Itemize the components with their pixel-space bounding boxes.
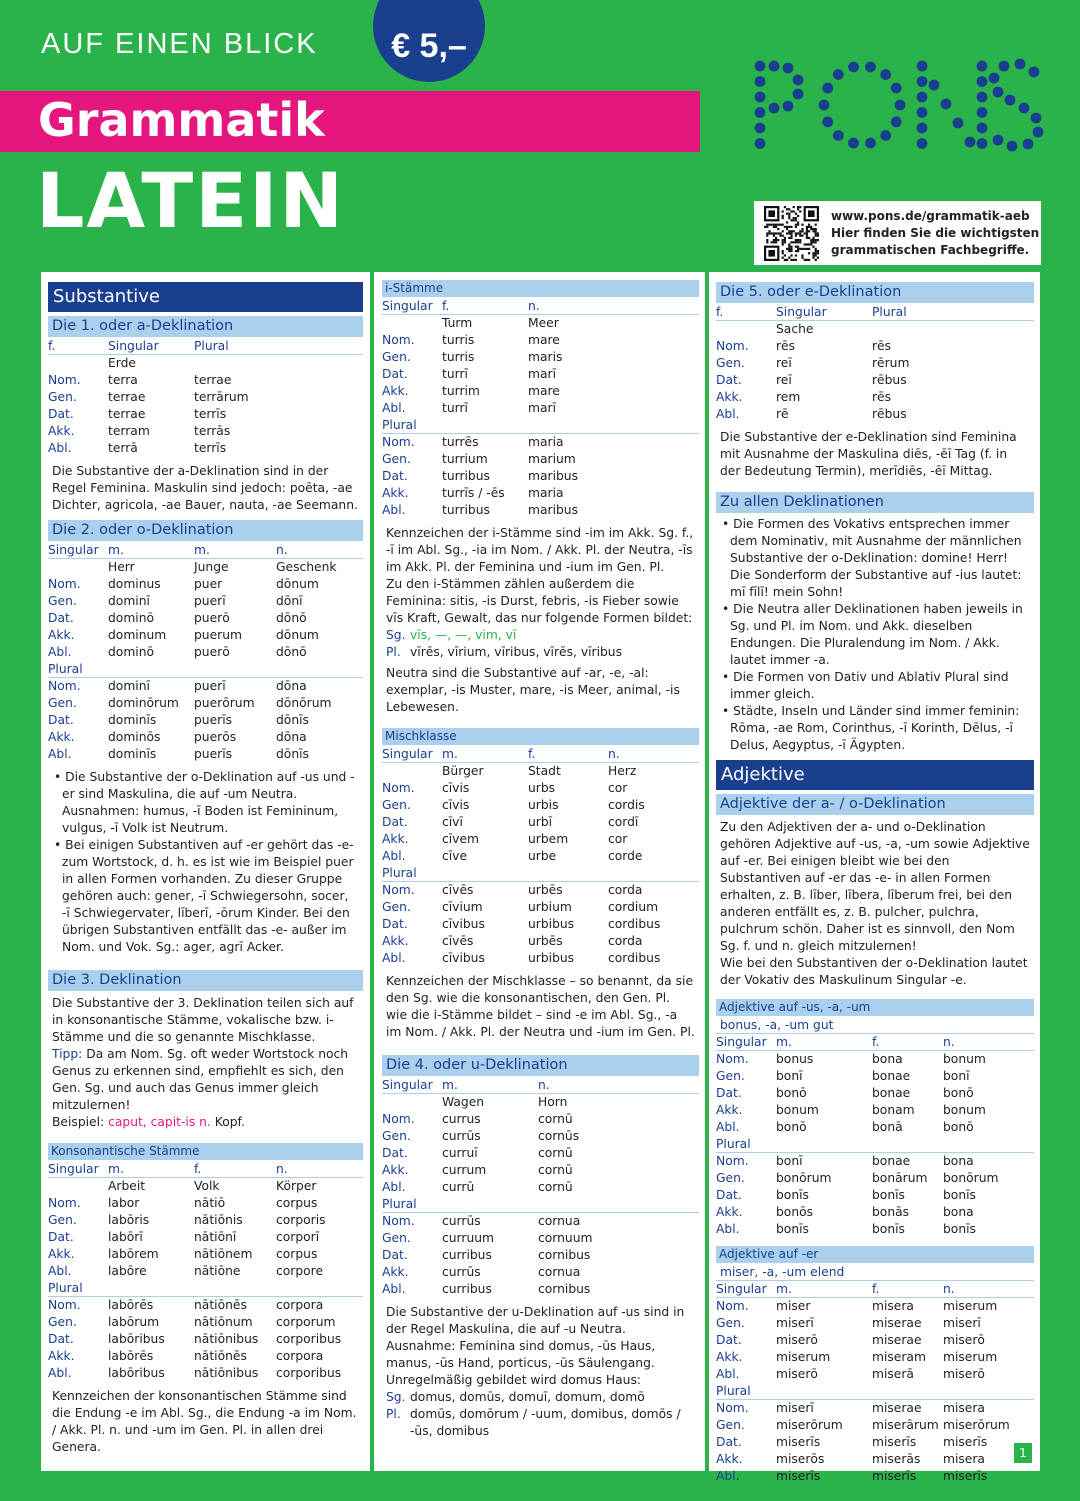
table-row: Dat. miserō miserae miserō [716,1333,985,1347]
page-title: Grammatik [38,93,325,147]
table-row: Gen. dominī puerī dōnī [48,594,303,608]
table-header: f. Singular Plural [48,338,363,355]
i-table [382,298,699,519]
table-row: Abl. cīve urbe corde [382,849,643,863]
table-row: Nom. rēs rēs [716,339,892,353]
a-note: Die Substantive der a-Deklination sind in der Regel Feminina. Maskulin sind jedoch: poēta, -ae Dichter, agricola, -ae Bauer, nauta, -ae Seemann. [52,464,358,512]
heading-consonant-stems: Konsonantische Stämme [48,1143,363,1160]
table-row: Abl. currū cornū [382,1180,573,1194]
table-row: Dat. turrī marī [382,367,556,381]
table-row: Dat. labōrī nātiōnī corporī [48,1230,320,1244]
e-table [716,338,1034,423]
table-row: Akk. bonōs bonās bona [716,1205,974,1219]
table-row: Dat. curribus cornibus [382,1248,591,1262]
page-number: 1 [1014,1443,1032,1463]
all-notes: • Die Formen des Vokativs entsprechen immer dem Nominativ, mit Ausnahme der männlichen Substantive der o-Deklination: domine! Herr! Die Sonderform der Substantive auf -ius lautet: mī fīlī! mein Sohn! • Die Neutra aller Deklinationen haben jeweils in Sg. und Pl. im Nom. und Akk. dieselben Endungen. Die Pluralendung im Nom. / Akk. lautet immer -a. • Die Formen von Dativ und Ablativ Plural sind immer gleich. • Städte, Inseln und Länder sind immer feminin: Rōma, -ae Rom, Corinthus, -ī Korinth, Dēlus, -ī Delus, Aegyptus, -ī Ägypten. [722,517,1023,752]
gloss-row: Arbeit Volk Körper [108,1179,317,1193]
table-row: Akk. turrīs / -ēs maria [382,486,564,500]
o-note-2: • Bei einigen Substantiven auf -er gehört das -e- zum Wortstock, d. h. es ist wie im Beispiel puer in allen Formen vorhanden. Zu dieser Gruppe gehören auch: gener, -ī Schwiegersohn, socer, -ī Schwiegervater, līberī, -ōrum Kinder. Bei den übrigen Substantiven entfällt das -e- außer im Nom. und Vok. Sg.: ager, agrī Acker. [54,838,354,954]
qr-code-icon [764,206,819,261]
table-row: Gen. miserōrum miserārum miserōrum [716,1418,1010,1432]
table-row: Nom. labōrēs nātiōnēs corpora [48,1298,324,1312]
table-row: Singular m. m. n. [48,542,363,559]
table-row: Akk. currum cornū [382,1163,573,1177]
u-table [382,1077,699,1298]
table-row: Akk. rem rēs [716,390,892,404]
gloss-row: Wagen Horn [442,1095,568,1109]
table-row: Akk. dominōs puerōs dōna [48,730,307,744]
o-notes [48,763,363,962]
table-row: Gen. curruum cornuum [382,1231,593,1245]
i-notes: Kennzeichen der i-Stämme sind -im im Akk. Sg. f., -ī im Abl. Sg., -ia im Nom. / Akk. Pl. der Neutra, -īs im Akk. Pl. der Feminina und -ium im Gen. Pl. Zu den i-Stämmen zählen außerdem die Feminina: sitis, -is Durst, febris, -is Fieber sowie vīs Kraft, Gewalt, das nur folgende Formen bildet: Sg. vīs, —, —, vim, vī Pl. vīrēs, vīrium, vīribus, vīrēs, vīribus Neutra sind die Substantive auf -ar, -e, -al: exemplar, -is Muster, mare, -is Meer, animal, -is Lebewesen. [386,526,694,714]
lemma: bonus, -a, -um gut [716,1017,1034,1034]
table-row: Nom. currus cornū [382,1112,573,1126]
adj-us-table [716,1034,1034,1238]
table-row: Akk. turrim mare [382,384,560,398]
table-row: Gen. dominōrum puerōrum dōnōrum [48,696,332,710]
table-row: Akk. cīvēs urbēs corda [382,934,643,948]
table-row: Dat. cīvibus urbibus cordibus [382,917,661,931]
e-note: Die Substantive der e-Deklination sind Feminina mit Ausnahme der Maskulina diēs, -ēī Tag (f. in der Bedeutung Termin), merīdiēs, -ēī Mittag. [720,430,1017,478]
table-row: Singular m. f. n. [382,746,699,763]
heading-e-declension: Die 5. oder e-Deklination [716,282,1034,303]
table-row: Gen. labōrum nātiōnum corporum [48,1315,336,1329]
table-row: Dat. curruī cornū [382,1146,573,1160]
table-row: Nom. bonī bonae bona [716,1154,974,1168]
table-row: Nom. turris mare [382,333,560,347]
heading-adj-us: Adjektive auf -us, -a, -um [716,999,1034,1016]
table-row: Akk. dominum puerum dōnum [48,628,319,642]
page-subtitle: LATEIN [36,156,345,245]
table-row: Dat. cīvī urbī cordī [382,815,639,829]
table-row: Dat. miserīs miserīs miserīs [716,1435,988,1449]
gloss-row: Sache [776,322,814,336]
table-row: Gen. reī rērum [716,356,910,370]
consonant-table [48,1161,363,1382]
o-note-1: • Die Substantive der o-Deklination auf -us und -er sind Maskulina, die auf -um Neutra. [54,770,355,801]
table-row: Gen. turrium marium [382,452,576,466]
table-row: Dat. dominīs puerīs dōnīs [48,713,309,727]
heading-o-declension: Die 2. oder o-Deklination [48,520,363,541]
heading-a-declension: Die 1. oder a-Deklination [48,316,363,337]
consonant-note: Kennzeichen der konsonantischen Stämme sind die Endung -e im Abl. Sg., die Endung -a im Nom. / Akk. Pl. n. und -um im Gen. Pl. in allen drei Genera. [52,1389,357,1454]
table-row: Gen. currūs cornūs [382,1129,580,1143]
plural-label: Plural [48,1280,363,1297]
mixed-table [382,746,699,967]
plural-label: Plural [48,661,363,678]
a-table [48,372,363,457]
plural-label: Plural [382,865,699,882]
table-row: Dat. turribus maribus [382,469,578,483]
table-row: Gen. cīvis urbis cordis [382,798,645,812]
table-row: Akk. labōrēs nātiōnēs corpora [48,1349,324,1363]
heading-i-stems: i-Stämme [382,280,699,297]
table-row: Abl. labōre nātiōne corpore [48,1264,324,1278]
table-row: Singular m. n. [382,1077,699,1094]
o-note-1b: Ausnahmen: humus, -ī Boden ist Femininum, vulgus, -ī Volk ist Neutrum. [62,804,339,835]
plural-label: Plural [382,417,699,434]
table-row: Gen. turris maris [382,350,563,364]
table-row: Abl. miserō miserā miserō [716,1367,985,1381]
table-row: Nom. cīvis urbs cor [382,781,628,795]
url-desc-2: grammatischen Fachbegriffe. [831,242,1030,257]
url-text: www.pons.de/grammatik-aeb [831,208,1030,223]
gloss-row: Herr Junge Geschenk [108,560,337,574]
heading-adj-er: Adjektive auf -er [716,1246,1034,1263]
qr-info-box [754,201,1041,265]
table-row: Nom. bonus bona bonum [716,1052,986,1066]
table-row: Gen. miserī miserae miserī [716,1316,981,1330]
table-row: Abl. cīvibus urbibus cordibus [382,951,661,965]
table-row: Abl. bonīs bonīs bonīs [716,1222,976,1236]
table-row: Gen. bonōrum bonārum bonōrum [716,1171,999,1185]
column-3 [709,272,1040,1483]
lemma: miser, -a, -um elend [716,1264,1034,1281]
section-substantive: Substantive [48,282,363,312]
table-row: Abl. curribus cornibus [382,1282,591,1296]
o-table [48,542,363,763]
table-row: Dat. terrae terrīs [48,407,227,421]
table-row: Abl. labōribus nātiōnibus corporibus [48,1366,342,1380]
table-row: Gen. terrae terrārum [48,390,249,404]
heading-3rd-declension: Die 3. Deklination [48,970,363,991]
table-row: Akk. cīvem urbem cor [382,832,628,846]
gloss-row: Erde [108,356,136,370]
table-row: Gen. labōris nātiōnis corporis [48,1213,326,1227]
plural-label: Plural [716,1383,1034,1400]
table-row: Gen. cīvium urbium cordium [382,900,659,914]
table-row: Nom. terra terrae [48,373,232,387]
table-row: Abl. bonō bonā bonō [716,1120,974,1134]
table-row: Nom. dominus puer dōnum [48,577,319,591]
table-row: Akk. currūs cornua [382,1265,581,1279]
table-row: Dat. bonō bonae bonō [716,1086,974,1100]
table-row: Abl. dominīs puerīs dōnīs [48,747,309,761]
adj-ao-text: Zu den Adjektiven der a- und o-Deklination gehören Adjektive auf -us, -a, -um sowie Adjektive auf -er. Bei einigen bleibt wie bei den Substantiven auf -er das -e- in allen Formen erhalten, z. B. līber, lībera, līberum frei, bei den anderen entfällt es, z. B. pulcher, pulchra, pulchrum schön. Daher ist es sinnvoll, den Nom Sg. f. und n. gleich mitzulernen! Wie bei den Substantiven der o-Deklination lautet der Vokativ des Maskulinum Singular -e. [720,820,1030,987]
table-row: Nom. dominī puerī dōna [48,679,307,693]
table-header: f. Singular Plural [716,304,1034,321]
table-row: Abl. rē rēbus [716,407,907,421]
section-adjektive: Adjektive [716,760,1034,790]
table-row: Abl. terrā terrīs [48,441,227,455]
series-label: AUF EINEN BLICK [41,28,318,60]
column-1 [41,272,370,1471]
mixed-note: Kennzeichen der Mischklasse – so benannt, da sie den Sg. wie die konsonantischen, den Gen. Pl. wie die i-Stämme bildet – sind -e im Abl. Sg., -a im Nom. / Akk. Pl. der Neutra und -ium im Gen. Pl. [386,974,695,1039]
table-row: Nom. turrēs maria [382,435,564,449]
pons-logo [752,58,1044,152]
table-row: Abl. miserīs miserīs miserīs [716,1469,988,1483]
table-row: Nom. currūs cornua [382,1214,581,1228]
table-row: Singular m. f. n. [716,1034,1034,1051]
gloss-row: Turm Meer [442,316,559,330]
table-row: Nom. miserī miserae misera [716,1401,985,1415]
price-badge: € 5,– [373,0,485,82]
plural-label: Plural [382,1196,699,1213]
heading-adj-ao: Adjektive der a- / o-Deklination [716,794,1034,815]
table-row: Singular m. f. n. [716,1281,1034,1298]
table-row: Singular f. n. [382,298,699,315]
table-row: Akk. bonum bonam bonum [716,1103,986,1117]
gloss-row: Bürger Stadt Herz [442,764,637,778]
heading-u-declension: Die 4. oder u-Deklination [382,1055,699,1076]
table-row: Dat. bonīs bonīs bonīs [716,1188,976,1202]
table-row: Singular m. f. n. [48,1161,363,1178]
plural-label: Plural [716,1136,1034,1153]
table-row: Nom. labor nātiō corpus [48,1196,318,1210]
url-desc-1: Hier finden Sie die wichtigsten [831,225,1040,240]
table-row: Dat. labōribus nātiōnibus corporibus [48,1332,342,1346]
d3-text: Die Substantive der 3. Deklination teilen sich auf in konsonantische Stämme, vokalische bzw. i-Stämme und die so genannte Mischklasse. Tipp: Da am Nom. Sg. oft weder Wortstock noch Genus zu erkennen sind, empfiehlt es sich, den Gen. Sg. und auch das Genus immer gleich mitzulernen! Beispiel: caput, capit-is n. Kopf. [52,996,354,1129]
table-row: Abl. dominō puerō dōnō [48,645,307,659]
table-row: Akk. labōrem nātiōnem corpus [48,1247,318,1261]
table-row: Nom. miser misera miserum [716,1299,998,1313]
table-row: Dat. dominō puerō dōnō [48,611,307,625]
adj-er-table [716,1281,1034,1485]
table-row: Abl. turribus maribus [382,503,578,517]
table-row: Akk. miserōs miserās misera [716,1452,985,1466]
table-row: Akk. terram terrās [48,424,231,438]
column-2 [374,272,705,1471]
u-notes: Die Substantive der u-Deklination auf -us sind in der Regel Maskulina, die auf -u Neutra. Ausnahme: Feminina sind domus, -ūs Haus, manus, -ūs Hand, porticus, -ūs Säulengang. Unregelmäßig gebildet wird domus Haus: Sg. domus, domūs, domuī, domum, domō Pl. domūs, domōrum / -uum, domibus, domōs / -ūs, domibus [386,1305,685,1438]
table-row: Nom. cīvēs urbēs corda [382,883,643,897]
heading-mixed-class: Mischklasse [382,728,699,745]
table-row: Gen. bonī bonae bonī [716,1069,970,1083]
heading-all-declensions: Zu allen Deklinationen [716,492,1034,513]
table-row: Abl. turrī marī [382,401,556,415]
table-row: Akk. miserum miseram miserum [716,1350,998,1364]
table-row: Dat. reī rēbus [716,373,907,387]
